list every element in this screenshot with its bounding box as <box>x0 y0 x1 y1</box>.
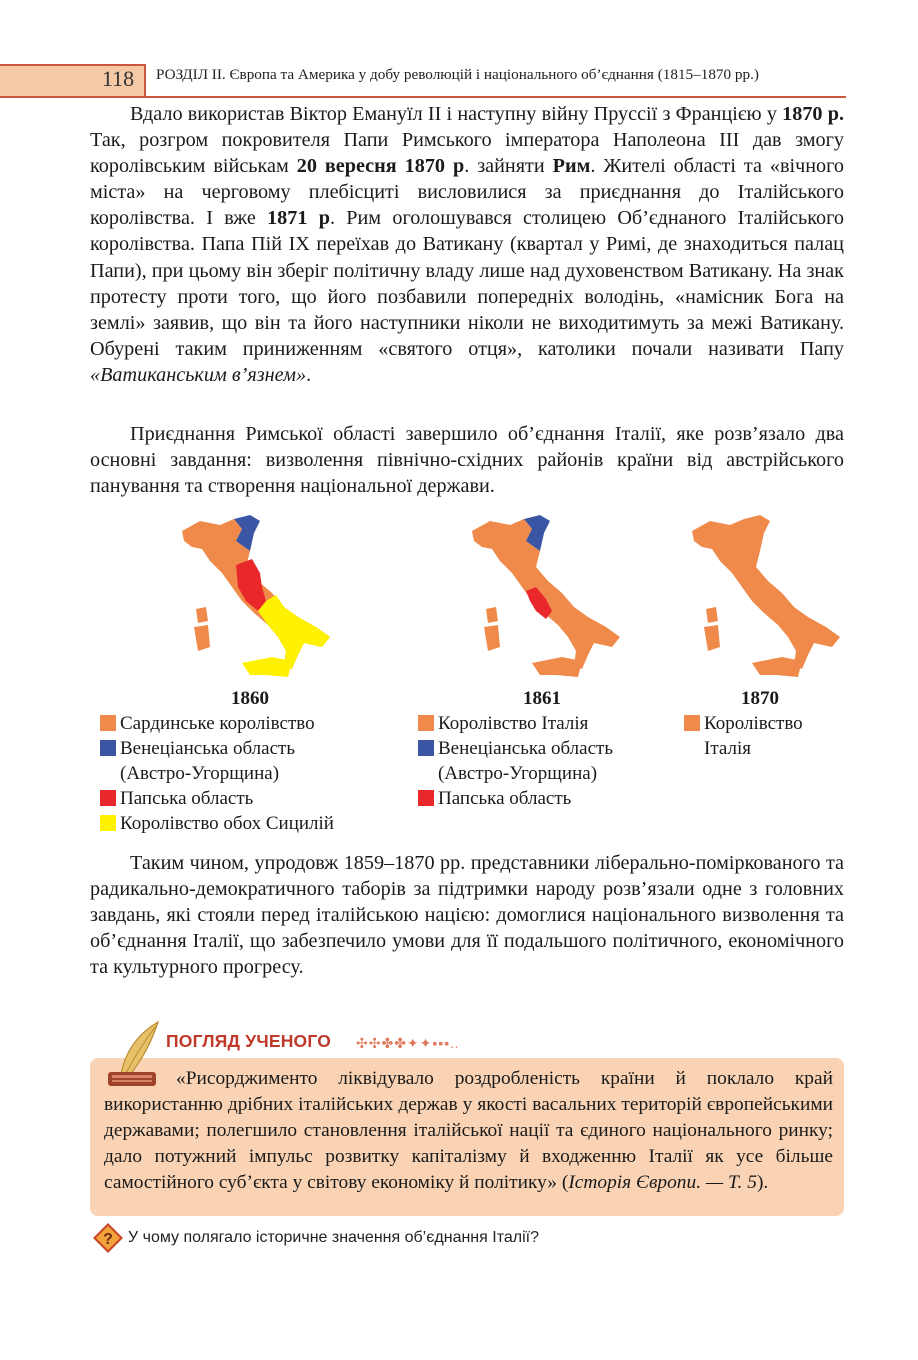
legend-item: Венеціанська область <box>98 736 334 761</box>
legend-item: Венеціанська область <box>416 736 613 761</box>
legend-item: Сардинське королівство <box>98 711 334 736</box>
paragraph-2: Приєднання Римської області завершило об’єднання Італії, яке розв’язало два основні завдання: визволення північно-східних районів країни від австрійського панування та створення національної держави. <box>90 423 844 498</box>
legend-item: Королівство <box>682 711 803 736</box>
section-title: РОЗДІЛ ІІ. Європа та Америка у добу революцій і національного об’єднання (1815–1870 рр.) <box>156 66 759 83</box>
map-year-1860: 1860 <box>231 688 269 709</box>
swatch-red <box>418 790 434 806</box>
map-1870 <box>690 515 850 685</box>
swatch-orange <box>418 715 434 731</box>
legend-item: Королівство обох Сицилій <box>98 811 334 836</box>
legend-item: Королівство Італія <box>416 711 613 736</box>
question-icon <box>92 1222 124 1259</box>
header-rule <box>146 96 846 98</box>
map-year-1870: 1870 <box>741 688 779 709</box>
legend-item: Папська область <box>98 786 334 811</box>
paragraph-3: Таким чином, упродовж 1859–1870 рр. представники ліберально-поміркованого та радикально-демократичного таборів за підтримки народу розв’язали одне з головних завдань, які стояли перед італійською нацією: домоглися національного визволення та об’єднання Італії, що забезпечило умови для її подальшого політичного, економічного та культурного прогресу. <box>90 852 844 979</box>
map-1860 <box>180 515 340 685</box>
svg-text:?: ? <box>103 1231 113 1248</box>
legend-item: Папська область <box>416 786 613 811</box>
swatch-red <box>100 790 116 806</box>
legend-item-cont: Італія <box>704 738 751 759</box>
swatch-orange <box>100 715 116 731</box>
legend-1860 <box>98 711 334 836</box>
legend-item-cont: (Австро-Угорщина) <box>438 763 598 784</box>
question-text: У чому полягало історичне значення об’єднання Італії? <box>128 1229 539 1246</box>
swatch-orange <box>684 715 700 731</box>
map-1861 <box>470 515 630 685</box>
swatch-blue <box>418 740 434 756</box>
legend-1870 <box>682 711 803 761</box>
scholar-heading: ПОГЛЯД УЧЕНОГО <box>166 1031 332 1051</box>
legend-1861 <box>416 711 613 811</box>
scholar-quote: «Рисорджименто ліквідувало роздробленість країни й поклало край використанню дрібних італійських держав у якості васальних територій європейськими державами; полегшило становлення італійської нації та єдиного національного ринку; дало потужний імпульс розвитку капіталізму й входженню Італії як усе більше самостійного суб’єкта у світову економіку й політику» (Історія Європи. — Т. 5). <box>104 1068 833 1193</box>
swatch-blue <box>100 740 116 756</box>
swatch-yellow <box>100 815 116 831</box>
map-year-1861: 1861 <box>523 688 561 709</box>
page-number: 118 <box>102 66 135 91</box>
ornament-dots: ✣✣✤✤✦✦▪▪▪.. <box>356 1037 460 1052</box>
paragraph-1: Вдало використав Віктор Емануїл ІІ і наступну війну Пруссії з Францією у 1870 р. Так, розгром покровителя Папи Римського імператора Наполеона ІІІ дав змогу королівським військам 20 вересня 1870 р. зайняти Рим. Жителі області та «вічного міста» на черговому плебісциті висловилися за приєднання до Італійського королівства. І вже 1871 р. Рим оголошувався столицею Об’єднаного Італійського королівства. Папа Пій ІХ переїхав до Ватикану (квартал у Римі, де знаходиться палац Папи), при цьому він зберіг політичну владу лише над духовенством Ватикану. На знак протесту проти того, що його позбавили попередніх володінь, «намісник Бога на землі» заявив, що він та його наступники ніколи не виходитимуть за межі Ватикану. Обурені таким приниженням «святого отця», католики почали називати Папу «Ватиканським в’язнем». <box>90 103 845 386</box>
legend-item-cont: (Австро-Угорщина) <box>120 763 280 784</box>
